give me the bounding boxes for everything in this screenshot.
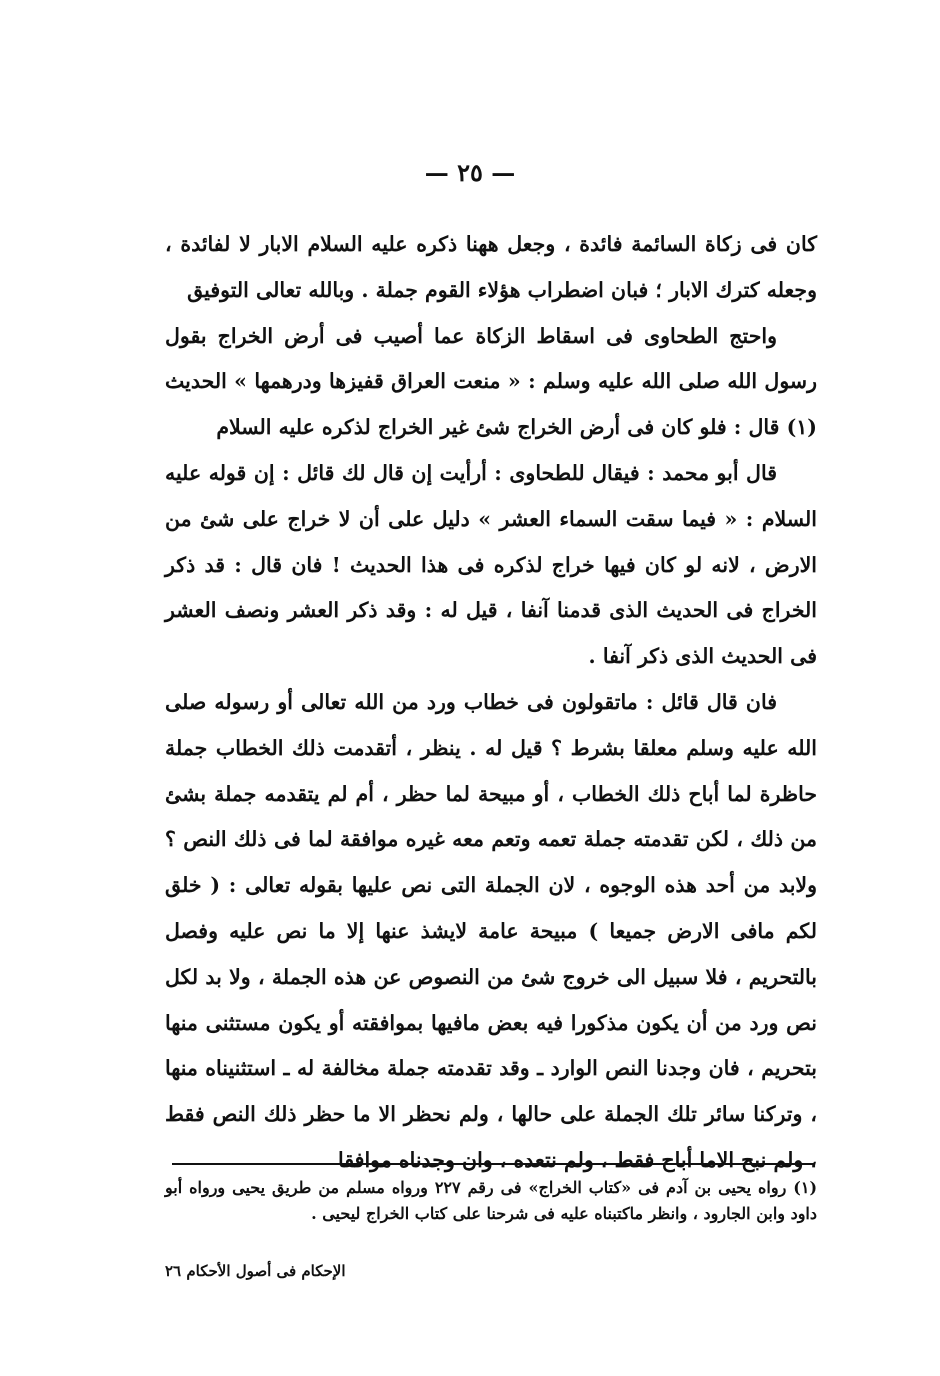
footnotes [165,1175,817,1227]
book-page-label: الإحكام فى أصول الأحكام ٢٦ [165,1262,346,1280]
main-text [165,222,817,1184]
paragraph: واحتج الطحاوى فى اسقاط الزكاة عما أصيب فى أرض الخراج بقول رسول الله صلى الله عليه وسلم : « منعت العراق قفيزها ودرهمها » الحديث (١) قال : فلو كان فى أرض الخراج شئ غير الخراج لذكره عليه السلام [165,323,817,440]
paragraph: كان فى زكاة السائمة فائدة ، وجعل ههنا ذكره عليه السلام الابار لا لفائدة ، وجعله كترك الابار ؛ فبان اضطراب هؤلاء القوم جملة . وبالله تعالى التوفيق [165,232,817,302]
paragraph: قال أبو محمد : فيقال للطحاوى : أرأيت إن قال لك قائل : إن قوله عليه السلام : « فيما سقت السماء العشر » دليل على أن لا خراج على شئ من الارض ، لانه لو كان فيها خراج لذكره فى هذا الحديث ! فان قال : قد ذكر الخراج فى الحديث الذى قدمنا آنفا ، قيل له : وقد ذكر العشر ونصف العشر فى الحديث الذى ذكر آنفا . [165,460,817,669]
paragraph: فان قال قائل : ماتقولون فى خطاب ورد من الله تعالى أو رسوله صلى الله عليه وسلم معلقا بشرط ؟ قيل له . ينظر ، أتقدمت ذلك الخطاب جملة حاظرة لما أباح ذلك الخطاب ، أو مبيحة لما حظر ، أم لم يتقدمه جملة بشئ من ذلك ، لكن تقدمته جملة تعمه وتعم معه غيره موافقة لما فى ذلك النص ؟ ولابد من أحد هذه الوجوه ، لان الجملة التى نص عليها بقوله تعالى : ( خلق لكم مافى الارض جميعا ) مبيحة عامة لايشذ عنها إلا ما نص عليه وفصل بالتحريم ، فلا سبيل الى خروج شئ من النصوص عن هذه الجملة ، ولا بد لكل نص ورد من أن يكون مذكورا فيه بعض مافيها بموافقته أو يكون مستثنى منها بتحريم ، فان وجدنا النص الوارد ـ وقد تقدمته جملة مخالفة له ـ استثنيناه منها ، وتركنا سائر تلك الجملة على حالها ، ولم نحظر الا ما حظر ذلك النص فقط ، ولم نبح الاما أباح فقط ، ولم نتعده ، وان وجدناه موافقا [165,689,817,1172]
page-number: — ٢٥ — [424,158,516,187]
footnote: (١) رواه يحيى بن آدم فى «كتاب الخراج» فى رقم ٢٢٧ ورواه مسلم من طريق يحيى ورواه أبو داود وابن الجارود ، وانظر ماكتبناه عليه فى شرحنا على كتاب الخراج ليحيى . [165,1178,818,1223]
footnote-divider [172,1163,815,1165]
